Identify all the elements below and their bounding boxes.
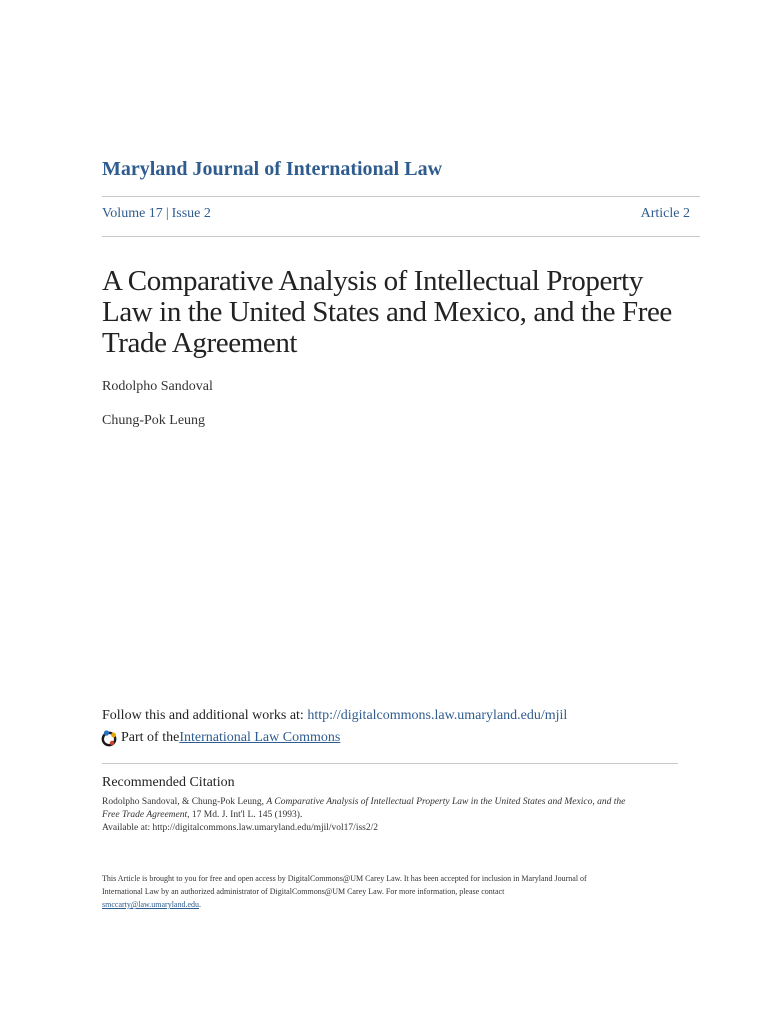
citation-availability: Available at: http://digitalcommons.law.umaryland.edu/mjil/vol17/iss2/2 [102,823,378,833]
divider [102,196,700,197]
access-notice [102,872,682,911]
citation-title: A Comparative Analysis of Intellectual Property Law in the United States and Mexico, and the [266,797,626,807]
divider [102,763,678,764]
volume-issue [102,206,211,222]
part-of-label: Part of the [121,730,180,745]
citation-title-cont: Free Trade Agreement [102,810,188,820]
citation-line [102,809,672,822]
citation-line [102,796,672,809]
article-title-line: Law in the United States and Mexico, and the Free [102,296,672,328]
journal-title[interactable]: Maryland Journal of International Law [102,158,443,180]
article-title-line: Trade Agreement [102,327,298,359]
article-title-line: A Comparative Analysis of Intellectual Property [102,265,643,297]
part-of-line [100,729,340,747]
issue-link[interactable]: Issue 2 [171,206,211,221]
citation-source: , 17 Md. J. Int'l L. 145 (1993). [187,810,303,820]
recommended-citation-heading: Recommended Citation [102,775,235,790]
author-name: Rodolpho Sandoval [102,379,213,394]
notice-line [102,898,682,911]
article-title [102,266,702,359]
citation-authors: Rodolpho Sandoval, & Chung-Pok Leung, [102,797,267,807]
commons-link[interactable]: International Law Commons [179,730,341,745]
notice-line: This Article is brought to you for free and open access by DigitalCommons@UM Carey Law. It has been accepted for inclusion in Maryland Journal of [102,874,587,883]
volume-issue-separator: | [165,206,169,221]
follow-line [102,708,567,724]
contact-email-link[interactable]: smccarty@law.umaryland.edu [102,900,200,909]
volume-issue-bar [102,206,690,222]
citation-text [102,796,672,835]
divider [102,236,700,237]
repository-link[interactable]: http://digitalcommons.law.umaryland.edu/mjil [307,708,568,723]
volume-link[interactable]: Volume 17 [102,206,163,221]
notice-punctuation: . [199,900,202,909]
article-number-link[interactable]: Article 2 [640,206,690,221]
notice-line: International Law by an authorized administrator of DigitalCommons@UM Carey Law. For more information, please contact [102,887,505,896]
commons-network-icon [100,729,118,747]
author-name: Chung-Pok Leung [102,413,206,428]
follow-label: Follow this and additional works at: [102,708,308,723]
